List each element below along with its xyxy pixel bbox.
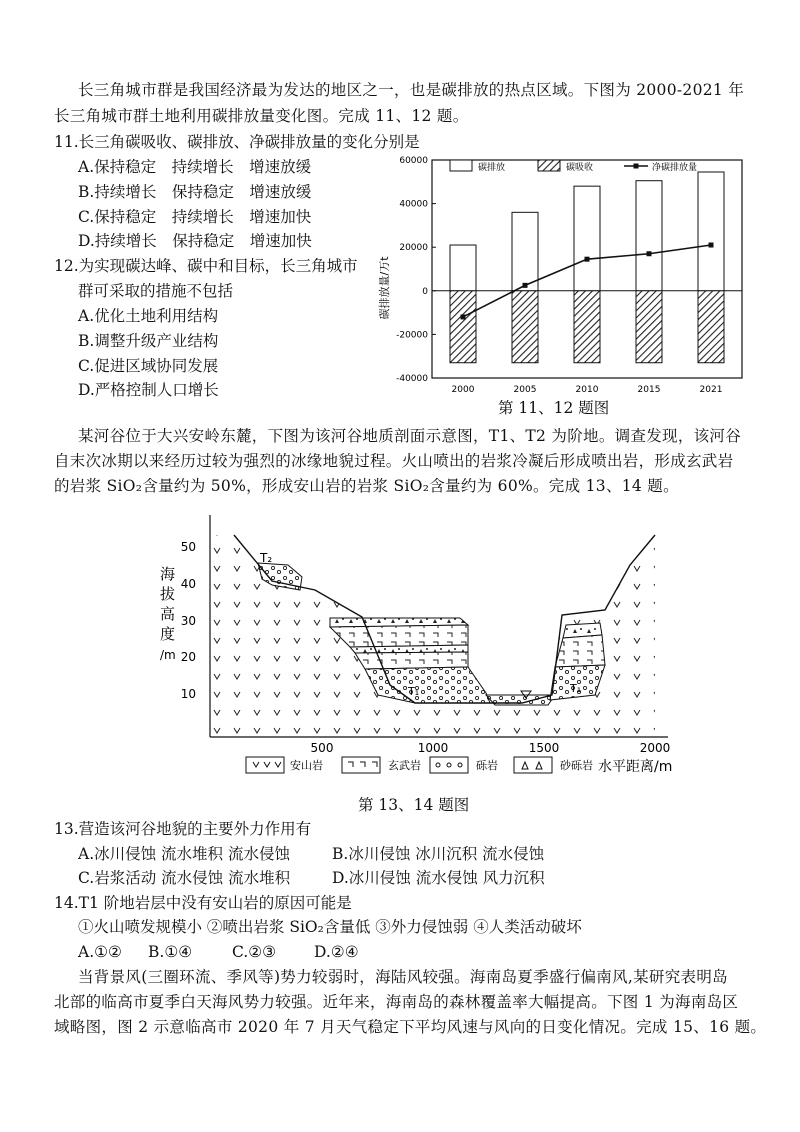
- section-ytick: 40: [180, 577, 196, 591]
- intro2-line2: 自末次冰期以来经历过较为强烈的冰缘地貌过程。火山喷出的岩浆冷凝后形成喷出岩，形成玄武岩: [54, 452, 734, 470]
- legend-basalt: 玄武岩: [388, 759, 421, 772]
- q12-stem-line1: 12.为实现碳达峰、碳中和目标，长三角城市: [54, 257, 358, 275]
- ytick-label: 40000: [399, 199, 428, 210]
- net-emission-point: [523, 283, 528, 288]
- section-ytick: 50: [180, 540, 196, 554]
- emission-bar: [698, 172, 724, 291]
- section-xtick: 1500: [528, 741, 560, 755]
- ytick-label: -40000: [396, 374, 428, 384]
- emission-bar: [636, 181, 662, 291]
- absorption-bar: [450, 291, 476, 363]
- section-xtick: 2000: [639, 741, 671, 755]
- q14-choices: ①火山喷发规模小 ②喷出岩浆 SiO₂含量低 ③外力侵蚀弱 ④人类活动破坏: [78, 918, 582, 936]
- q11-option-a[interactable]: A.保持稳定 持续增长 增速放缓: [78, 158, 312, 176]
- intro2-line3: 的岩浆 SiO₂含量约为 50%，形成安山岩的岩浆 SiO₂含量约为 60%。完成 13、14 题。: [54, 477, 679, 495]
- xtick-label: 2021: [699, 385, 723, 395]
- q12-option-b[interactable]: B.调整升级产业结构: [78, 332, 219, 350]
- q12-stem-line2: 群可采取的措施不包括: [78, 282, 234, 300]
- q13-option-d[interactable]: D.冰川侵蚀 流水侵蚀 风力沉积: [332, 869, 545, 887]
- legend-conglomerate: 砾岩: [476, 759, 498, 772]
- net-emission-point: [647, 251, 652, 256]
- label-t1-right: T₁: [570, 682, 582, 695]
- intro3-line3: 域略图，图 2 示意临高市 2020 年 7 月天气稳定下平均风速与风向的日变化情况。完成 15、16 题。: [54, 1018, 767, 1036]
- river-valley-section-diagram: [150, 505, 690, 795]
- section-ytick: 10: [180, 687, 196, 701]
- legend-net-marker: [634, 164, 639, 169]
- legend-absorption: 碳吸收: [566, 163, 594, 173]
- carbon-emission-chart: [372, 150, 752, 400]
- emission-bar: [450, 245, 476, 291]
- q14-option-a[interactable]: A.①②: [78, 943, 122, 961]
- q13-stem: 13.营造该河谷地貌的主要外力作用有: [54, 820, 312, 838]
- section-xlabel: 水平距离/m: [598, 759, 673, 775]
- section-xtick: 1000: [417, 741, 449, 755]
- intro1-line2: 长三角城市群土地利用碳排放量变化图。完成 11、12 题。: [54, 107, 469, 125]
- legend-sandy-gravel: 砂砾岩: [560, 759, 593, 772]
- section-ylabel-char: 拔: [160, 585, 176, 603]
- net-emission-point: [709, 243, 714, 248]
- q12-option-d[interactable]: D.严格控制人口增长: [78, 381, 219, 399]
- net-emission-point: [585, 257, 590, 262]
- q11-option-c[interactable]: C.保持稳定 持续增长 增速加快: [78, 208, 312, 226]
- section-ylabel-char: 度: [160, 625, 176, 643]
- q14-option-b[interactable]: B.①④: [148, 943, 193, 961]
- label-t2: T₂: [260, 551, 273, 565]
- q14-option-d[interactable]: D.②④: [314, 943, 359, 961]
- emission-bar: [574, 186, 600, 291]
- section-ylabel-char: 海: [160, 565, 176, 583]
- absorption-bar: [636, 291, 662, 363]
- absorption-bar: [512, 291, 538, 363]
- section-caption: 第 13、14 题图: [358, 796, 470, 814]
- xtick-label: 2015: [637, 385, 661, 395]
- carbon-chart-ylabel: 碳排放量/万t: [378, 256, 391, 320]
- intro1-line1: 长三角城市群是我国经济最为发达的地区之一，也是碳排放的热点区域。下图为 2000-2021 年: [78, 81, 745, 99]
- q12-option-c[interactable]: C.促进区域协同发展: [78, 357, 219, 375]
- section-ylabel-char: 高: [160, 605, 176, 623]
- ytick-label: -20000: [396, 330, 428, 341]
- emission-bar: [512, 212, 538, 290]
- absorption-bar: [698, 291, 724, 363]
- net-emission-point: [461, 314, 466, 319]
- chart-caption: 第 11、12 题图: [498, 399, 610, 417]
- section-xtick: 500: [310, 741, 334, 755]
- q13-option-b[interactable]: B.冰川侵蚀 冰川沉积 流水侵蚀: [332, 845, 545, 863]
- q14-stem: 14.T1 阶地岩层中没有安山岩的原因可能是: [54, 894, 352, 912]
- intro3-line2: 北部的临高市夏季白天海风势力较强。近年来，海南岛的森林覆盖率大幅提高。下图 1 为海南岛区: [54, 993, 739, 1011]
- section-ytick: 30: [180, 614, 196, 628]
- intro3-line1: 当背景风(三圈环流、季风等)势力较弱时，海陆风较强。海南岛夏季盛行偏南风,某研究表明岛: [78, 968, 728, 986]
- xtick-label: 2000: [451, 385, 475, 395]
- q13-option-a[interactable]: A.冰川侵蚀 流水堆积 流水侵蚀: [78, 845, 290, 863]
- section-ylabel-unit: /m: [160, 648, 176, 662]
- q13-option-c[interactable]: C.岩浆活动 流水侵蚀 流水堆积: [78, 869, 291, 887]
- xtick-label: 2005: [513, 385, 537, 395]
- xtick-label: 2010: [575, 385, 599, 395]
- q11-stem: 11.长三角碳吸收、碳排放、净碳排放量的变化分别是: [54, 133, 420, 151]
- q12-option-a[interactable]: A.优化土地利用结构: [78, 307, 219, 325]
- q11-option-b[interactable]: B.持续增长 保持稳定 增速放缓: [78, 183, 312, 201]
- legend-absorption-swatch: [538, 160, 560, 171]
- ytick-label: 20000: [399, 243, 428, 254]
- legend-net: 净碳排放量: [652, 163, 698, 173]
- absorption-bar: [574, 291, 600, 363]
- ytick-label: 60000: [399, 156, 428, 166]
- label-t1-left: T₁: [408, 685, 420, 698]
- legend-emission-swatch: [450, 160, 472, 171]
- section-ytick: 20: [180, 650, 196, 664]
- intro2-line1: 某河谷位于大兴安岭东麓，下图为该河谷地质剖面示意图，T1、T2 为阶地。调查发现，该河谷: [78, 427, 742, 445]
- ytick-label: 0: [422, 286, 428, 297]
- q14-option-c[interactable]: C.②③: [232, 943, 277, 961]
- legend-andesite: 安山岩: [290, 759, 323, 772]
- q11-option-d[interactable]: D.持续增长 保持稳定 增速加快: [78, 232, 312, 250]
- legend-emission: 碳排放: [478, 163, 506, 173]
